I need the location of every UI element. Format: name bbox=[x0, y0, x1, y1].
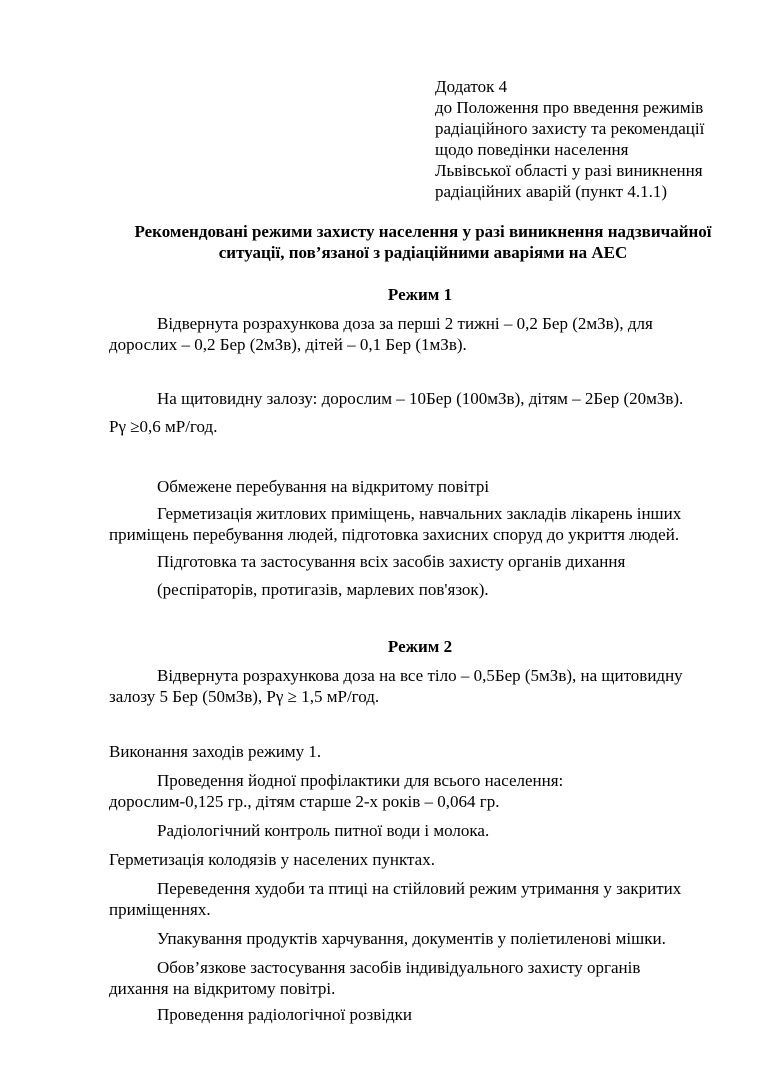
regime-2-iodine-paragraph bbox=[109, 770, 729, 812]
addendum-line: радіаційного захисту та рекомендації bbox=[435, 119, 705, 138]
paragraph-line: дорослих – 0,2 Бер (2мЗв), дітей – 0,1 Бер (1мЗв). bbox=[109, 335, 467, 354]
paragraph-line: приміщень перебування людей, підготовка захисних споруд до укриття людей. bbox=[109, 525, 680, 544]
paragraph-line: дорослим-0,125 гр., дітям старше 2-х років – 0,064 гр. bbox=[109, 792, 500, 811]
paragraph-line: Відвернута розрахункова доза за перші 2 тижні – 0,2 Бер (2мЗв), для bbox=[157, 314, 653, 333]
paragraph-line: приміщеннях. bbox=[109, 900, 211, 919]
regime-2-livestock-paragraph bbox=[109, 878, 729, 920]
title-line: Рекомендовані режими захисту населення у разі виникнення надзвичайної bbox=[134, 222, 712, 241]
regime-1-heading: Режим 1 bbox=[387, 285, 453, 304]
regime-2-heading: Режим 2 bbox=[387, 637, 453, 656]
addendum-line: до Положення про введення режимів bbox=[435, 98, 704, 117]
addendum-line: Додаток 4 bbox=[435, 77, 508, 96]
paragraph-line: Радіологічний контроль питної води і молока. bbox=[157, 821, 490, 840]
regime-1-limited-stay bbox=[109, 476, 729, 497]
paragraph-line: (респіраторів, протигазів, марлевих пов'язок). bbox=[157, 580, 489, 599]
regime-1-sealing-paragraph bbox=[109, 503, 729, 545]
regime-2-reconnaissance bbox=[109, 1004, 729, 1025]
regime-2-dose-paragraph bbox=[109, 665, 729, 707]
paragraph-line: Упакування продуктів харчування, документів у поліетиленові мішки. bbox=[157, 929, 666, 948]
document-title bbox=[100, 221, 746, 263]
paragraph-line: залозу 5 Бер (50мЗв), Pγ ≥ 1,5 мР/год. bbox=[109, 687, 380, 706]
regime-2-packing bbox=[109, 928, 729, 949]
paragraph-line: Відвернута розрахункова доза на все тіло – 0,5Бер (5мЗв), на щитовидну bbox=[157, 666, 683, 685]
addendum-line: радіаційних аварій (пункт 4.1.1) bbox=[435, 182, 668, 201]
paragraph-line: Герметизація житлових приміщень, навчальних закладів лікарень інших bbox=[157, 504, 682, 523]
regime-1-thyroid-paragraph bbox=[109, 388, 729, 409]
regime-1-rate bbox=[109, 416, 729, 437]
paragraph-line: Проведення радіологічної розвідки bbox=[157, 1005, 412, 1024]
paragraph-line: Переведення худоби та птиці на стійловий режим утримання у закритих bbox=[157, 879, 682, 898]
paragraph-line: Виконання заходів режиму 1. bbox=[109, 742, 322, 761]
regime-2-wells bbox=[109, 849, 729, 870]
addendum-line: щодо поведінки населення bbox=[435, 140, 629, 159]
paragraph-line: Герметизація колодязів у населених пунктах. bbox=[109, 850, 435, 869]
paragraph-line: Обмежене перебування на відкритому повітрі bbox=[157, 477, 490, 496]
paragraph-line: Обов’язкове застосування засобів індивідуального захисту органів bbox=[157, 958, 641, 977]
paragraph-line: На щитовидну залозу: дорослим – 10Бер (100мЗв), дітям – 2Бер (20мЗв). bbox=[157, 389, 684, 408]
title-line: ситуації, пов’язаної з радіаційними аваріями на АЕС bbox=[218, 243, 628, 262]
paragraph-line: дихання на відкритому повітрі. bbox=[109, 979, 336, 998]
regime-1-respiratory-line-2 bbox=[109, 579, 729, 600]
regime-1-respiratory-line-1 bbox=[109, 551, 729, 572]
regime-2-measures bbox=[109, 741, 729, 762]
regime-2-radiological-control bbox=[109, 820, 729, 841]
paragraph-line: Підготовка та застосування всіх засобів захисту органів дихання bbox=[157, 552, 626, 571]
paragraph-line: Pγ ≥0,6 мР/год. bbox=[109, 417, 218, 436]
addendum-block bbox=[435, 76, 755, 202]
regime-2-ppe-paragraph bbox=[109, 957, 729, 999]
paragraph-line: Проведення йодної профілактики для всього населення: bbox=[157, 771, 564, 790]
regime-1-dose-paragraph bbox=[109, 313, 729, 355]
addendum-line: Львівської області у разі виникнення bbox=[435, 161, 703, 180]
